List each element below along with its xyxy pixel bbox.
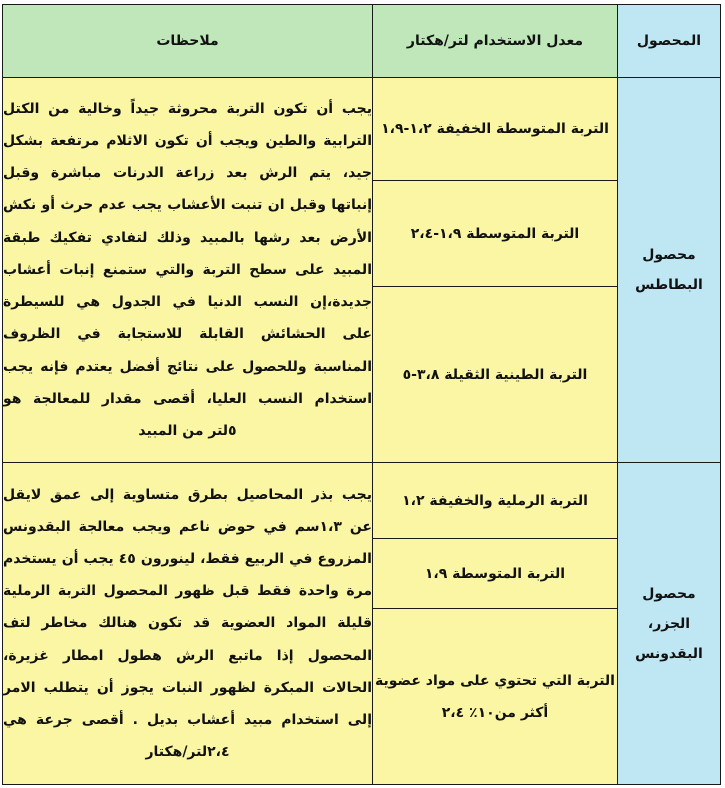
rate-cell: التربة الطينية الثقيلة ٣،٨-٥ xyxy=(373,287,618,463)
header-crop: المحصول xyxy=(618,5,721,78)
note-line: استخدام النسب العليا، أقصى مقدار للمعالجة هو xyxy=(3,390,372,407)
note-line: مرة واحدة فقط قبل ظهور المحصول التربة الرملية xyxy=(3,583,372,600)
note-line: جديدة،إن النسب الدنيا في الجدول هي للسيطرة xyxy=(3,294,372,311)
rate-cell: التربة المتوسطة الخفيفة ١،٢-١،٩ xyxy=(373,78,618,181)
crop-cell-potato xyxy=(618,78,721,463)
crop-cell-carrot xyxy=(618,463,721,785)
note-line: على الحشائش القابلة للاستجابة في الظروف xyxy=(3,326,372,343)
rate-cell: التربة الرملية والخفيفة ١،٢ xyxy=(373,463,618,539)
herbicide-table xyxy=(2,4,721,785)
note-line: الأرض بعد رشها بالمبيد وذلك لتفادي تفكيك طبقة xyxy=(3,229,372,246)
note-line: المحصول إذا ماتبع الرش هطول امطار غزيرة، xyxy=(3,647,372,664)
note-line: المناسبة وللحصول على نتائج أفضل يعتدم فإنه يجب xyxy=(3,358,372,375)
note-line: جيد، يتم الرش بعد زراعة الدرنات مباشرة وقبل xyxy=(3,165,372,182)
note-line: عن ١،٣سم في حوض ناعم ويجب معالجة البقدونس xyxy=(3,518,372,535)
header-notes: ملاحظات xyxy=(3,5,373,78)
note-line: الحالات المبكرة لظهور النبات يجوز أن يتطلب الامر xyxy=(3,679,372,696)
crop-line: محصول xyxy=(642,247,696,263)
rate-cell: التربة المتوسطة ١،٩-٢،٤ xyxy=(373,181,618,287)
header-rate: معدل الاستخدام لتر/هكتار xyxy=(373,5,618,78)
note-line: المزروع في الربيع فقط، لينورون ٤٥ يجب أن يستخدم xyxy=(3,550,372,567)
note-line: المبيد على سطح التربة والتي ستمنع إنبات أعشاب xyxy=(3,261,372,278)
note-line: يجب أن تكون التربة محروثة جيداً وخالية من الكتل xyxy=(3,100,372,117)
table-row xyxy=(3,463,721,539)
crop-line: البطاطس xyxy=(635,277,703,293)
note-line: ٥لتر من المبيد xyxy=(138,422,237,439)
crop-line: محصول xyxy=(642,585,696,602)
note-line: إلى استخدام مبيد أعشاب بديل . أقصى جرعة هي xyxy=(3,712,372,728)
note-line: الترابية والطين ويجب أن تكون الاثلام مرتفعة بشكل xyxy=(3,133,372,150)
rate-cell: التربة المتوسطة ١،٩ xyxy=(373,539,618,609)
note-line: إنباتها وقبل ان تنبت الأعشاب يجب عدم حرث أو نكش xyxy=(3,197,372,214)
notes-cell-potato xyxy=(3,78,373,463)
crop-line: البقدونس xyxy=(635,645,703,662)
rate-cell: التربة التي تحتوي على مواد عضوية أكثر من١٠٪ ٢،٤ xyxy=(373,609,618,785)
table-row xyxy=(3,78,721,181)
header-row xyxy=(3,5,721,78)
crop-line: الجزر، xyxy=(647,615,691,632)
notes-cell-carrot xyxy=(3,463,373,785)
note-line: قليلة المواد العضوية قد تكون هنالك مخاطر لتف xyxy=(3,615,372,632)
note-line: ٢،٤لتر/هكتار xyxy=(145,744,230,761)
note-line: يجب بذر المحاصيل بطرق متساوية إلى عمق لايقل xyxy=(3,486,372,503)
